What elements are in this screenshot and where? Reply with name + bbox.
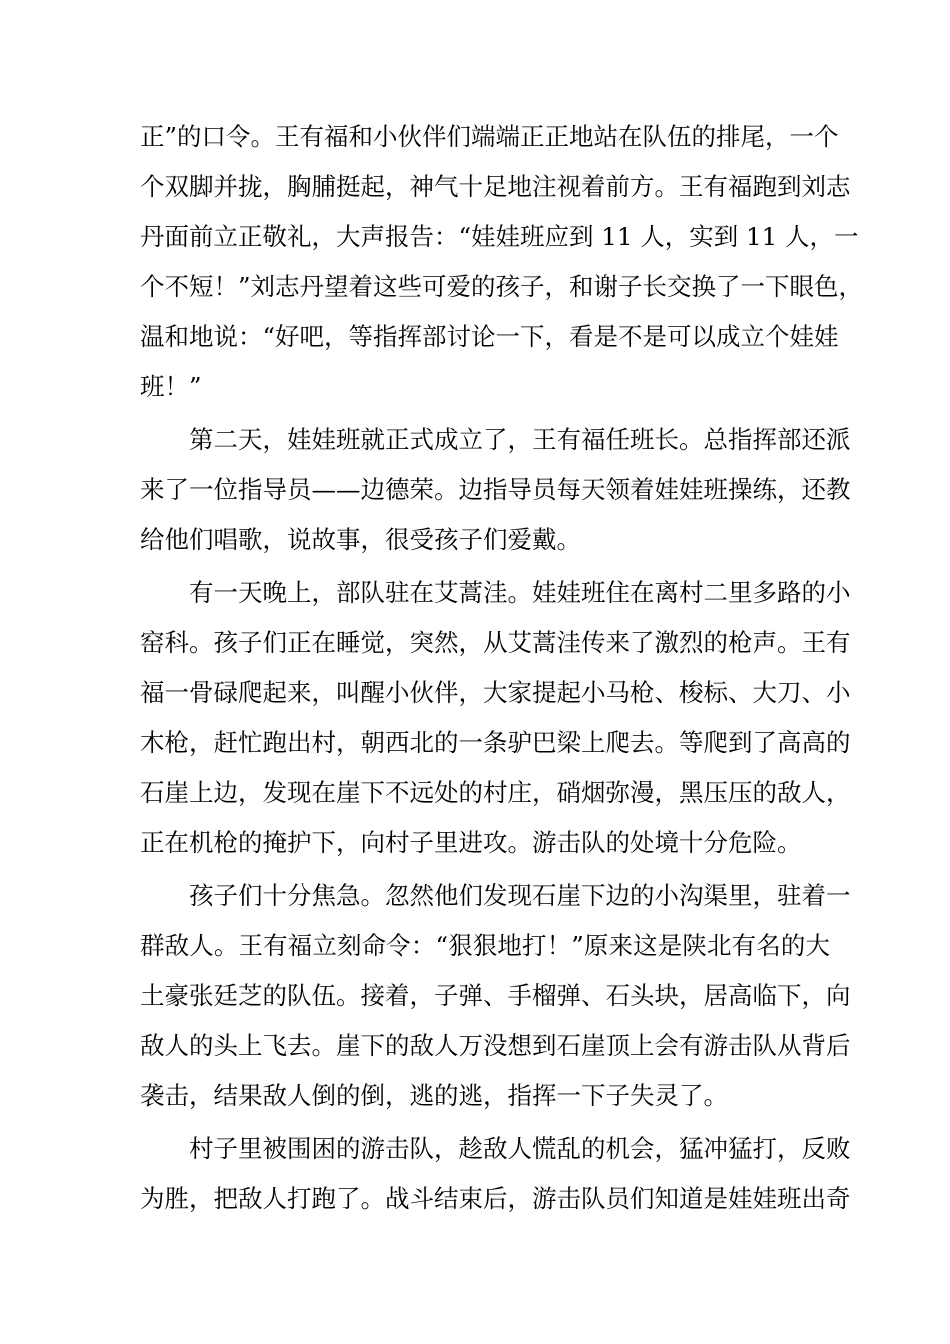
paragraph-1 [140, 117, 864, 417]
paragraph-3 [140, 573, 851, 873]
body-text [140, 117, 864, 1229]
text-line: 有一天晚上，部队驻在艾蒿洼。娃娃班住在离村二里多路的小 [189, 578, 851, 607]
text-line: 窑科。孩子们正在睡觉，突然，从艾蒿洼传来了激烈的枪声。王有 [140, 628, 851, 657]
paragraph-4 [140, 876, 851, 1126]
text-line: 为胜，把敌人打跑了。战斗结束后，游击队员们知道是娃娃班出奇 [140, 1184, 851, 1213]
text-line: 第二天，娃娃班就正式成立了，王有福任班长。总指挥部还派 [189, 425, 851, 454]
text-line: 个双脚并拢，胸脯挺起，神气十足地注视着前方。王有福跑到刘志 [140, 172, 851, 201]
text-line: 袭击，结果敌人倒的倒，逃的逃，指挥一下子失灵了。 [140, 1081, 728, 1110]
text-line: 敌人的头上飞去。崖下的敌人万没想到石崖顶上会有游击队从背后 [140, 1031, 851, 1060]
text-line: 孩子们十分焦急。忽然他们发现石崖下边的小沟渠里，驻着一 [189, 881, 851, 910]
text-line: 石崖上边，发现在崖下不远处的村庄，硝烟弥漫，黑压压的敌人， [140, 778, 851, 807]
text-line: 正”的口令。王有福和小伙伴们端端正正地站在队伍的排尾，一个 [140, 122, 839, 151]
paragraph-2 [140, 420, 851, 570]
text-line: 福一骨碌爬起来，叫醒小伙伴，大家提起小马枪、梭标、大刀、小 [140, 678, 851, 707]
text-line: 来了一位指导员——边德荣。边指导员每天领着娃娃班操练，还教 [140, 475, 851, 504]
text-line: 木枪，赶忙跑出村，朝西北的一条驴巴梁上爬去。等爬到了高高的 [140, 728, 851, 757]
paragraph-5 [140, 1129, 851, 1229]
text-line: 土豪张廷芝的队伍。接着，子弹、手榴弹、石头块，居高临下，向 [140, 981, 851, 1010]
text-line: 班！” [140, 372, 202, 401]
text-line: 丹面前立正敬礼，大声报告：“娃娃班应到 11 人，实到 11 人，一 [140, 222, 859, 251]
text-line: 群敌人。王有福立刻命令：“狠狠地打！”原来这是陕北有名的大 [140, 931, 830, 960]
text-line: 村子里被围困的游击队，趁敌人慌乱的机会，猛冲猛打，反败 [189, 1134, 851, 1163]
text-line: 个不短！”刘志丹望着这些可爱的孩子，和谢子长交换了一下眼色， [140, 272, 864, 301]
text-line: 正在机枪的掩护下，向村子里进攻。游击队的处境十分危险。 [140, 828, 802, 857]
text-line: 温和地说：“好吧，等指挥部讨论一下，看是不是可以成立个娃娃 [140, 322, 839, 351]
text-line: 给他们唱歌，说故事，很受孩子们爱戴。 [140, 525, 581, 554]
